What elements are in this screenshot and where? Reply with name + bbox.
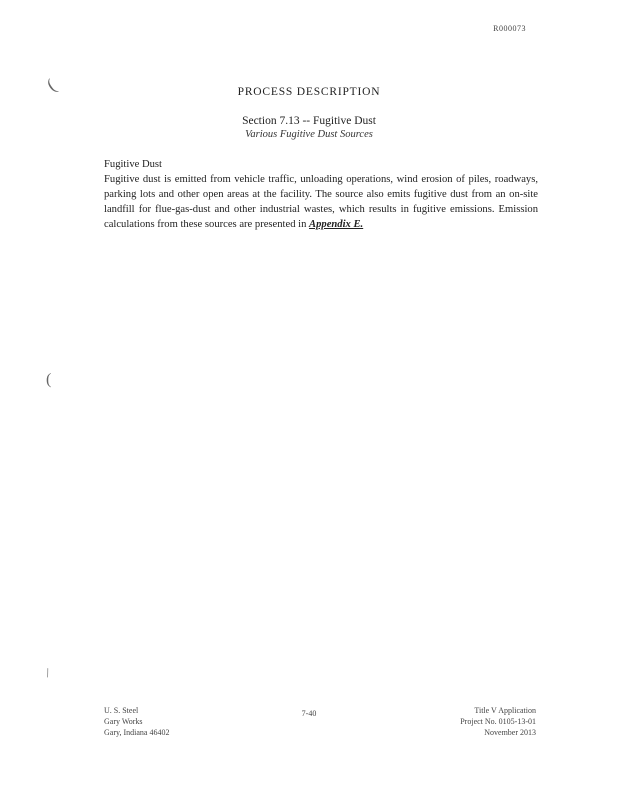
paragraph-text: Fugitive dust is emitted from vehicle traffic, unloading operations, wind erosion of piles, roadways, parking lots and other open areas at the facility. The source also emits fugitive dust from an on-site landfill for flue-gas-dust and other industrial wastes, which results in fugitive emissions. Emission calculations from these sources are presented in	[104, 174, 538, 230]
subsection-heading: Various Fugitive Dust Sources	[245, 129, 373, 140]
paragraph-heading: Fugitive Dust	[104, 159, 162, 170]
page-id: R000073	[493, 24, 526, 33]
footer-right-line: Title V Application	[474, 706, 536, 715]
paragraph	[104, 172, 538, 232]
page-title: PROCESS DESCRIPTION	[237, 86, 381, 98]
binder-hole-mark: (	[42, 75, 60, 95]
section-heading: Section 7.13 -- Fugitive Dust	[242, 115, 376, 127]
footer-right	[460, 705, 536, 738]
footer-right-line: November 2013	[484, 728, 536, 737]
footer-left-line: Gary Works	[104, 717, 143, 726]
binder-hole-mark: (	[46, 371, 52, 388]
footer-left-line: U. S. Steel	[104, 706, 139, 715]
footer-left-line: Gary, Indiana 46402	[104, 728, 170, 737]
page-number: 7-40	[301, 709, 317, 718]
appendix-link[interactable]: Appendix E.	[309, 219, 364, 230]
body-text-block	[104, 157, 538, 232]
binder-hole-mark: \	[43, 664, 53, 681]
footer-right-line: Project No. 0105-13-01	[460, 717, 536, 726]
